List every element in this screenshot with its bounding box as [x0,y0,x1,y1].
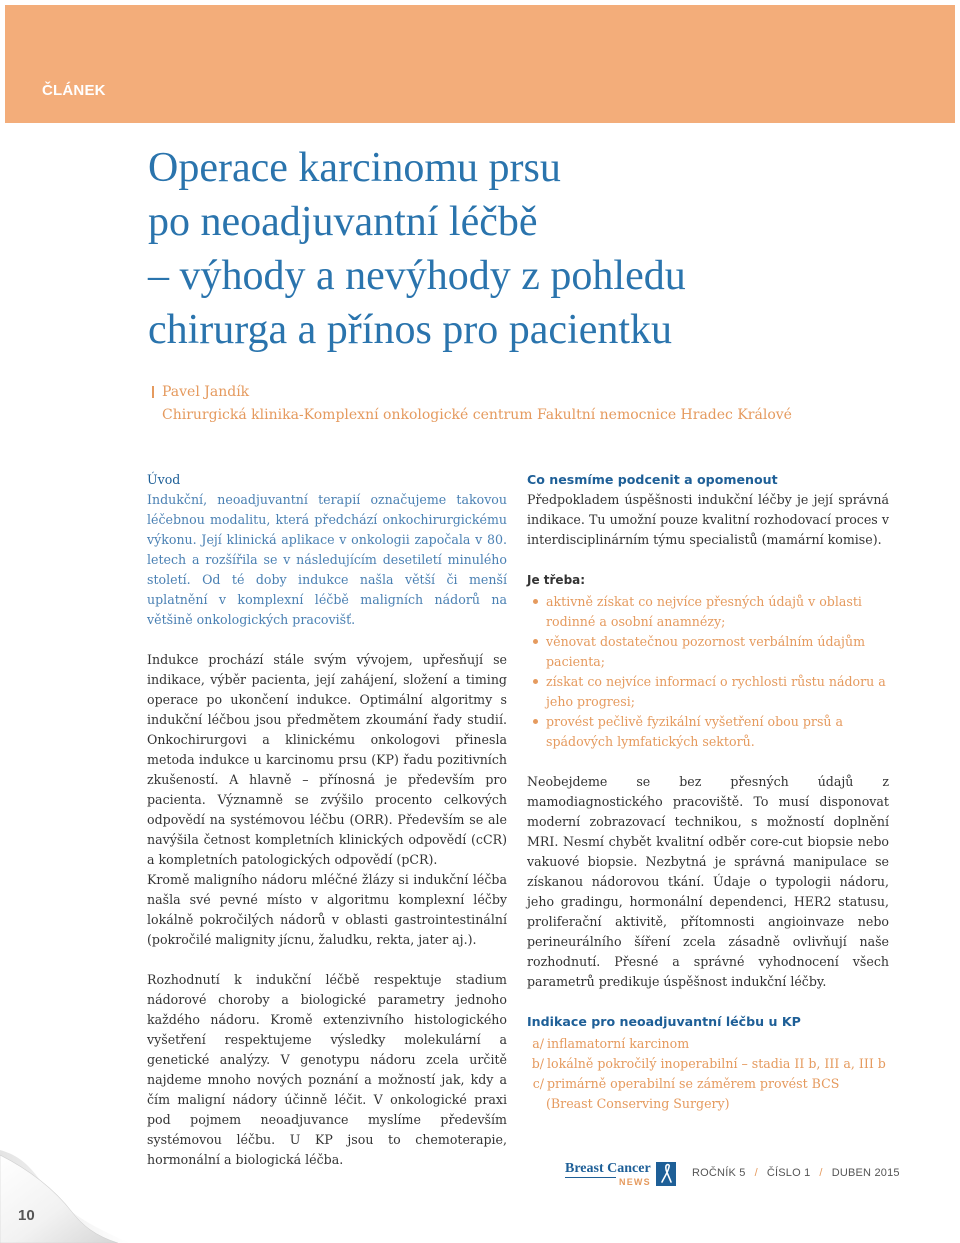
paragraph: Indukce prochází stále svým vývojem, upřesňují se indikace, výběr pacienta, její zahájení, složení a timing operace po ukončení indukce. Optimální algoritmy s indukční léčbou jsou předmětem zkoumání řady studií. Onkochirurgovi a klinickému onkologovi přinesla metoda indukce u karcinomu prsu (KP) řadu pozitivních zkušeností. A hlavně – přínosná je především pro pacienta. Významně se zvýšilo procento celkových odpovědí na systémovou léčbu (ORR). Především se ale navýšila četnost kompletních klinických odpovědí (cCR) a kompletních patologických odpovědí (pCR). [147,652,507,867]
spacer [527,550,889,570]
page-curl-graphic [0,1150,130,1243]
list-item: věnovat dostatečnou pozornost verbálním údajům pacienta; [527,632,889,672]
spacer [147,630,507,650]
title-line: po neoadjuvantní léčbě [148,199,538,245]
spacer [147,950,507,970]
paragraph: Kromě maligního nádoru mléčné žlázy si indukční léčba našla své pevné místo v algoritmu komplexní léčby lokálně pokročilých nádorů v oblasti gastrointestinální (pokročilé malignity jícnu, žaludku, rekta, jater aj.). [147,872,507,947]
paragraph: Rozhodnutí k indukční léčbě respektuje stadium nádorové choroby a biologické parametry jednoho každého nádoru. Kromě extenzivního histologického vyšetření respektujeme výsledky molekulární a genetické analýzy. V genotypu nádoru zcela určitě najdeme mnoho nových poznání a možností jak, kdy a čím maligní nádory účinně léčit. V onkologické praxi pod pojmem neoadjuvance myslíme především systémovou léčbu. U KP jsou to chemoterapie, hormonální a biologická léčba. [147,972,507,1167]
author-marker [152,386,154,398]
list-item-continuation: (Breast Conserving Surgery) [546,1096,730,1111]
title-line: chirurga a přínos pro pacientku [148,307,673,353]
header-band [5,5,955,123]
list-item-text: lokálně pokročilý inoperabilní – stadia II b, III a, III b [547,1056,886,1071]
logo-rule [565,1177,616,1178]
spacer [527,992,889,1012]
author-name: Pavel Jandík [162,384,250,400]
list-marker: c/ [532,1076,544,1091]
list-item: získat co nejvíce informací o rychlosti růstu nádoru a jeho progresi; [527,672,889,712]
list-item-text: primárně operabilní se záměrem provést BCS [547,1076,840,1091]
paragraph: Předpokladem úspěšnosti indukční léčby je její správná indikace. Tu umožní pouze kvalitní rozhodovací proces v interdisciplinárním týmu specialistů (mamární komise). [527,492,889,547]
intro-text: Indukční, neoadjuvantní terapií označujeme takovou léčebnou modalitu, která předchází onkochirurgickému výkonu. Její klinická aplikace v onkologii započala v 80. letech a rozšířila se v následujícím desetiletí minulého století. Od té doby indukce našla větší či menší uplatnění v komplexní léčbě maligních nádorů na většině onkologických pracovišť. [147,492,507,627]
list-item-text: inflamatorní karcinom [547,1036,690,1051]
ribbon-logo-icon [656,1162,676,1186]
list-item [527,1074,889,1094]
separator: / [819,1167,823,1179]
issue-info [692,1167,900,1179]
indications-list [527,1034,889,1114]
title-line: Operace karcinomu prsu [148,145,561,191]
article-title [148,141,908,357]
section-heading: Co nesmíme podcenit a opomenout [527,472,778,487]
list-item: provést pečlivě fyzikální vyšetření obou prsů a spádových lymfatických sektorů. [527,712,889,752]
left-column [147,470,507,1170]
author-affiliation: Chirurgická klinika-Komplexní onkologické centrum Fakultní nemocnice Hradec Králové [162,407,792,423]
intro-heading: Úvod [147,472,181,487]
issue-label: ČÍSLO 1 [766,1167,811,1179]
list-item [527,1034,889,1054]
separator: / [754,1167,758,1179]
needs-list [527,592,889,752]
journal-logo-subtitle: NEWS [619,1177,651,1187]
list-marker: a/ [532,1036,544,1051]
title-line: – výhody a nevýhody z pohledu [148,253,686,299]
date-label: DUBEN 2015 [831,1167,900,1179]
volume-label: ROČNÍK 5 [692,1167,746,1179]
list-marker: b/ [531,1056,544,1071]
section-label: ČLÁNEK [42,82,106,99]
spacer [527,752,889,772]
paragraph: Neobejdeme se bez přesných údajů z mamodiagnostického pracoviště. To musí disponovat moderní zobrazovací technikou, s možností doplnění MRI. Nesmí chybět kvalitní odběr core-cut biopsie nebo vakuové biopsie. Nezbytná je správná manipulace se získanou nádorovou tkání. Údaje o typologii nádoru, jeho gradingu, hormonální dependenci, HER2 statusu, proliferační aktivitě, přítomnosti angioinvaze nebo perineurálního šíření zcela zásadně ovlivňují naše rozhodnutí. Přesné a správné vyhodnocení všech parametrů predikuje úspěšnost indukční léčby. [527,774,889,989]
right-column [527,470,889,1114]
journal-logo-title: Breast Cancer [565,1161,651,1176]
list-heading: Je třeba: [527,573,586,587]
list-item: aktivně získat co nejvíce přesných údajů v oblasti rodinné a osobní anamnézy; [527,592,889,632]
list-item [527,1054,889,1074]
section-heading: Indikace pro neoadjuvantní léčbu u KP [527,1014,801,1029]
page-number: 10 [18,1207,35,1224]
